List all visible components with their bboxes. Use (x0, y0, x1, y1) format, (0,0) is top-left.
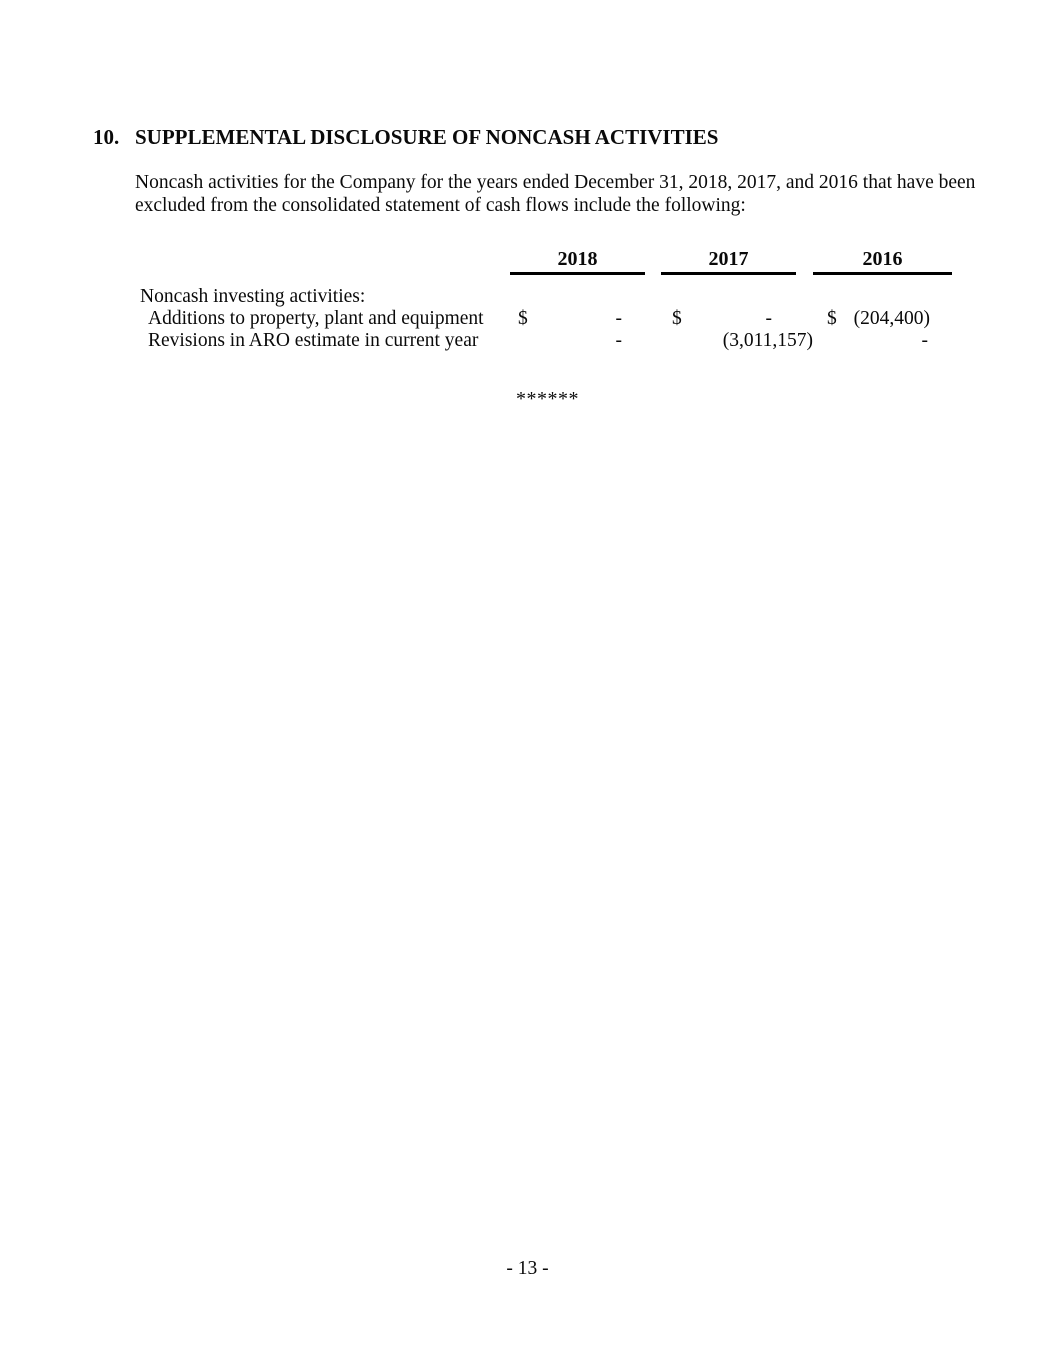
row-label: Additions to property, plant and equipment (148, 308, 484, 329)
table-row-noncash-investing-activities (0, 286, 1055, 308)
cell-value: (3,011,157) (722, 330, 813, 351)
section-heading (93, 126, 718, 149)
cell-value: - (765, 308, 772, 329)
paragraph-line: Noncash activities for the Company for the years ended December 31, 2018, 2017, and 2016 that have been (135, 172, 976, 193)
row-label: Revisions in ARO estimate in current year (148, 330, 479, 351)
cell-2017 (672, 308, 772, 330)
section-number: 10. (93, 125, 120, 149)
page-number: - 13 - (506, 1258, 549, 1279)
column-header-2018: 2018 (510, 249, 645, 275)
table-row-additions-ppe (0, 308, 1055, 330)
column-header-2017: 2017 (661, 249, 796, 275)
cell-2016 (827, 308, 930, 330)
cell-value: - (615, 330, 622, 351)
cell-2016 (827, 330, 928, 352)
cell-value: - (921, 330, 928, 351)
currency-symbol: $ (827, 308, 837, 329)
currency-symbol: $ (672, 308, 682, 329)
cell-2018 (518, 308, 622, 330)
section-title: SUPPLEMENTAL DISCLOSURE OF NONCASH ACTIVITIES (135, 125, 719, 149)
asterisk-separator: ****** (516, 388, 579, 410)
row-label: Noncash investing activities: (140, 286, 366, 307)
column-header-2016: 2016 (813, 249, 952, 275)
cell-2017 (672, 330, 813, 352)
cell-2018 (518, 330, 622, 352)
intro-paragraph (135, 171, 975, 217)
paragraph-line: excluded from the consolidated statement of cash flows include the following: (135, 195, 746, 216)
currency-symbol: $ (518, 308, 528, 329)
cell-value: (204,400) (853, 308, 930, 329)
cell-value: - (615, 308, 622, 329)
table-row-aro-revisions (0, 330, 1055, 352)
